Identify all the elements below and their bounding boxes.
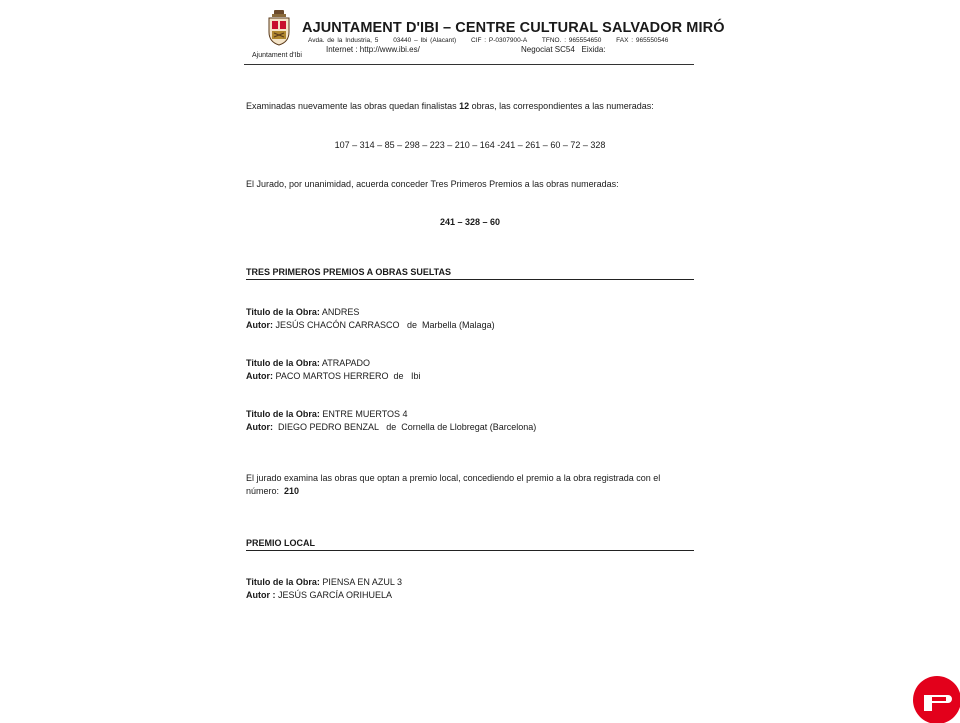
title-label: Titulo de la Obra: [246,409,320,419]
eixida: Eixida: [581,45,606,54]
award-author: JESÚS CHACÓN CARRASCO de Marbella (Malaga) [275,320,495,330]
award-title: ATRAPADO [321,358,371,368]
intro-text-end: obras, las correspondientes a las numeradas: [469,101,654,111]
registry-line [521,45,606,54]
author-label: Autor: [246,422,273,432]
local-award-author: JESÚS GARCÍA ORIHUELA [278,590,393,600]
local-award-entry [246,576,402,602]
letterhead [244,8,725,65]
award-title: ENTRE MUERTOS 4 [322,409,408,419]
local-statement-line: El jurado examina las obras que optan a premio local, concediendo el premio a la obra registrada con el [246,473,661,483]
author-label: Autor: [246,320,273,330]
award-entry [246,357,421,383]
award-entry [246,306,495,332]
award-author: DIEGO PEDRO BENZAL de Cornella de Llobregat (Barcelona) [275,422,537,432]
phone: TFNO. : 965554650 [541,37,602,44]
award-entry [246,408,536,434]
section-heading-local-prize: PREMIO LOCAL [246,538,694,551]
award-title: ANDRES [321,307,360,317]
jury-statement: El Jurado, por unanimidad, acuerda conceder Tres Primeros Premios a las obras numeradas: [246,179,619,189]
finalist-count: 12 [459,101,470,111]
fax: FAX : 965550546 [616,37,669,44]
title-label: Titulo de la Obra: [246,577,320,587]
institution-title: AJUNTAMENT D'IBI – CENTRE CULTURAL SALVADOR MIRÓ [302,20,725,36]
cif: CIF : P-0307900-A [470,37,528,44]
internet-link[interactable]: Internet : http://www.ibi.es/ [326,45,420,54]
coat-of-arms-icon [266,10,292,46]
local-statement [246,472,660,498]
contact-line [308,37,680,44]
intro-paragraph [246,100,654,113]
local-award-title: PIENSA EN AZUL 3 [322,577,403,587]
crest-caption: Ajuntament d'Ibi [252,52,302,59]
title-label: Titulo de la Obra: [246,307,320,317]
postal-address: 03440 – Ibi (Alacant) [393,37,457,44]
award-author: PACO MARTOS HERRERO de Ibi [275,371,421,381]
author-label: Autor : [246,590,276,600]
winner-numbers: 241 – 328 – 60 [439,217,501,227]
finalist-numbers: 107 – 314 – 85 – 298 – 223 – 210 – 164 -241 – 261 – 60 – 72 – 328 [334,140,606,150]
site-logo-icon[interactable] [910,675,960,723]
intro-text: Examinadas nuevamente las obras quedan finalistas [246,101,460,111]
title-label: Titulo de la Obra: [246,358,320,368]
number-label: número: [246,486,282,496]
local-winner-number: 210 [284,486,300,496]
author-label: Autor: [246,371,273,381]
negociat: Negociat SC54 [521,45,575,54]
section-heading-main-prizes: TRES PRIMEROS PREMIOS A OBRAS SUELTAS [246,267,694,280]
address: Avda. de la Industria, 5 [308,37,379,44]
